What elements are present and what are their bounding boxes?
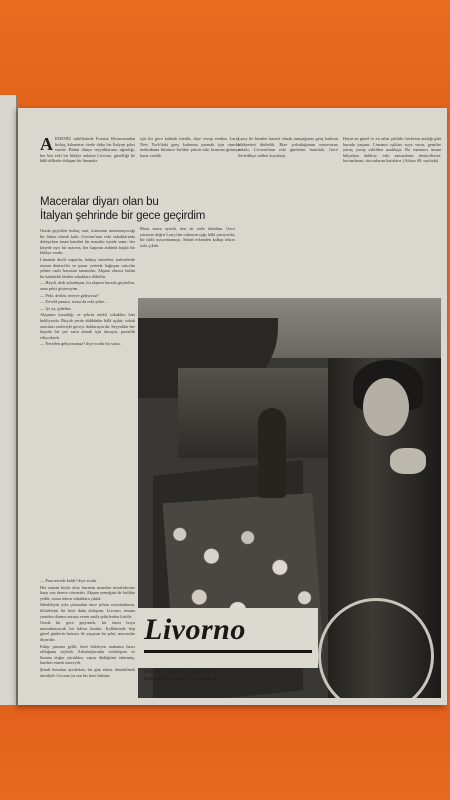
headline-line-2: İtalyan şehrinde bir gece geçirdim <box>40 209 206 222</box>
column-3-top <box>238 136 338 301</box>
article-headline <box>40 196 225 223</box>
column-1-body <box>40 228 135 573</box>
background-orange-top <box>0 0 450 120</box>
column-4-top-text: Hayat en güzel ve en rahat şekilde, herkesin aradığı gibi burada yaşanır. Limanın ışıkları suya vurur, gemiler yavaş yavaş sahilden uzaklaşır. Bu manzara insanı hülyalara daldırır; eski zamanların denizcilerini, korsanlarını, tüccarlarını hatırlatır. (Arkası 68. sayfada) <box>343 136 441 164</box>
column-4-top <box>343 136 441 301</box>
paragraph: Limanda dizili vapurlar, balıkçı tekneleri, kahvelerde oturan denizciler ve pazar yerinde bağrışan satıcılar şehrin canlı havasını tamamlar. Akşam olunca bütün bu kalabalık birden sokaklara dökülür. <box>40 256 135 279</box>
headline-line-1: Maceralar diyarı olan bu <box>40 196 159 208</box>
photo-vendor <box>258 408 286 498</box>
column-2-top-text: için bir gece kalmak istedik, diye cevap verdim. Larry, New York'daki genç kadınına yazmak için oturdu; mektubunu bitirince birlikte şehrin eski kısmına gitmeye karar verdik. <box>140 136 240 158</box>
previous-page-edge <box>0 95 18 705</box>
paragraph: Orada geçirilen birkaç saat, kimsenin unutamayacağı bir hâtıra olarak kalır. Livorno'nun eski sokaklarında dolaşırken insan kendini bir masalın içinde sanır; her köşede ayrı bir macera, her kapının ardında başka bir hikâye vardır. <box>40 228 135 256</box>
paragraph: — İyi ya, gidelim. <box>40 305 72 311</box>
paragraph: — Evvelâ pazara, sonra da eski şehre... <box>40 299 108 305</box>
paragraph: — Nereden geliyorsunuz? diye sordu bir satıcı. <box>40 341 122 347</box>
paragraph: — Haydi, dedi arkadaşım, bu akşamı burada geçirelim, sana şehri göstereyim. <box>40 280 135 291</box>
article-title-box <box>138 608 318 668</box>
intro-dropcap: A <box>40 136 53 154</box>
translator-credit <box>144 675 314 682</box>
column-2-mid-text: Biraz sonra ayrıldı, ben de otele döndüm. Gece yarısına doğru Larry'nin odasının ışığı hâlâ yanıyordu; bir türlü uyuyamamıştı. Sabah erkenden kalkıp tekrar yola çıktık. <box>140 226 235 248</box>
photo-woman-hand <box>390 448 426 474</box>
translator-label: NAKLEDEN: NURETTİN NUR <box>144 676 212 681</box>
photo-woman-face <box>363 378 409 436</box>
author-credit <box>144 668 314 675</box>
column-3-top-text: Larry ile beraber kararlı olarak tanıştığımız genç kadının hikâyesini dinledik. Bize yolculuğunun macerasını anlattı, Livorno'nun eski günlerini hatırladı. Gece ilerledikçe sohbet koyulaştı. <box>238 136 338 158</box>
paragraph: Şimdi buradan ayrılırken, bir gün tekrar dönebilmek ümidiyle Livorno'ya son bir kere baktım. <box>40 666 135 678</box>
article-credits <box>144 668 314 682</box>
paragraph: — Para nerede kaldı? diye sordu. <box>40 578 98 583</box>
paragraph: Her zaman böyle olur; buranın insanları misafirlerine karşı son derece cömerttir. Akşam yemeğini de birlikte yedik, sonra tekrar sokaklara çıktık. <box>40 584 135 601</box>
paragraph: — Peki, dedim, nereye gidiyoruz? <box>40 292 99 298</box>
title-underline <box>144 650 312 653</box>
column-2-mid <box>140 226 235 296</box>
paragraph: Akşamın karanlığı ve şehrin renkli sokakları bizi bekliyordu. Birçok yerde dükkânlar hâlâ açıktı; sokak satıcıları sesleriyle geceyi dolduruyordu. Seyyahlar her köşede bir şey satın almak için duruyor, pazarlık ediyorlardı. <box>40 312 135 340</box>
magazine-page <box>18 108 447 705</box>
intro-paragraph <box>40 136 135 186</box>
article-title: Livorno <box>144 613 246 646</box>
column-1-lower <box>40 578 135 698</box>
paragraph: Kâtip yanıma geldi, beni bekleyen arabanın hazır olduğunu söyledi. Arkadaşlarımla vedalaştım ve limana doğru yürüdüm; vapur düdüğünü öttürmüş, hareket etmek üzereydi. <box>40 643 135 666</box>
paragraph: Sabahleyin yola çıkmadan önce şehrin meydanlarını, kiliselerini bir kere daha dolaştım. Livorno, insana yeniden dönme arzusu veren nadir şehirlerden biridir. <box>40 602 135 619</box>
bullet-icon <box>212 670 215 673</box>
bullet-icon <box>213 677 216 680</box>
author-label: YAZAN: ROBERT JOHNSON <box>144 669 210 674</box>
paragraph: Orada bir gece geçirmek, bir ömür boyu unutulmayacak bir hâtıra bırakır. Kalbimizde hep güzel günlerin hatırası ile yaşayan bu şehir, maceralar diyarıdır. <box>40 620 135 642</box>
column-2-top <box>140 136 240 186</box>
background-orange-bottom <box>0 705 450 800</box>
intro-text: KDENİZ sahillerinde Fransız Rivierasından birkaç kilometre ötede daha bir İtalyan şehri vardır: Bütün dünya seyyahlarının uğradığı, her biri eski bir hikâye anlatan Livorno, güzelliği ile hâlâ dillerde dolaşan bir limandır. <box>40 136 135 164</box>
